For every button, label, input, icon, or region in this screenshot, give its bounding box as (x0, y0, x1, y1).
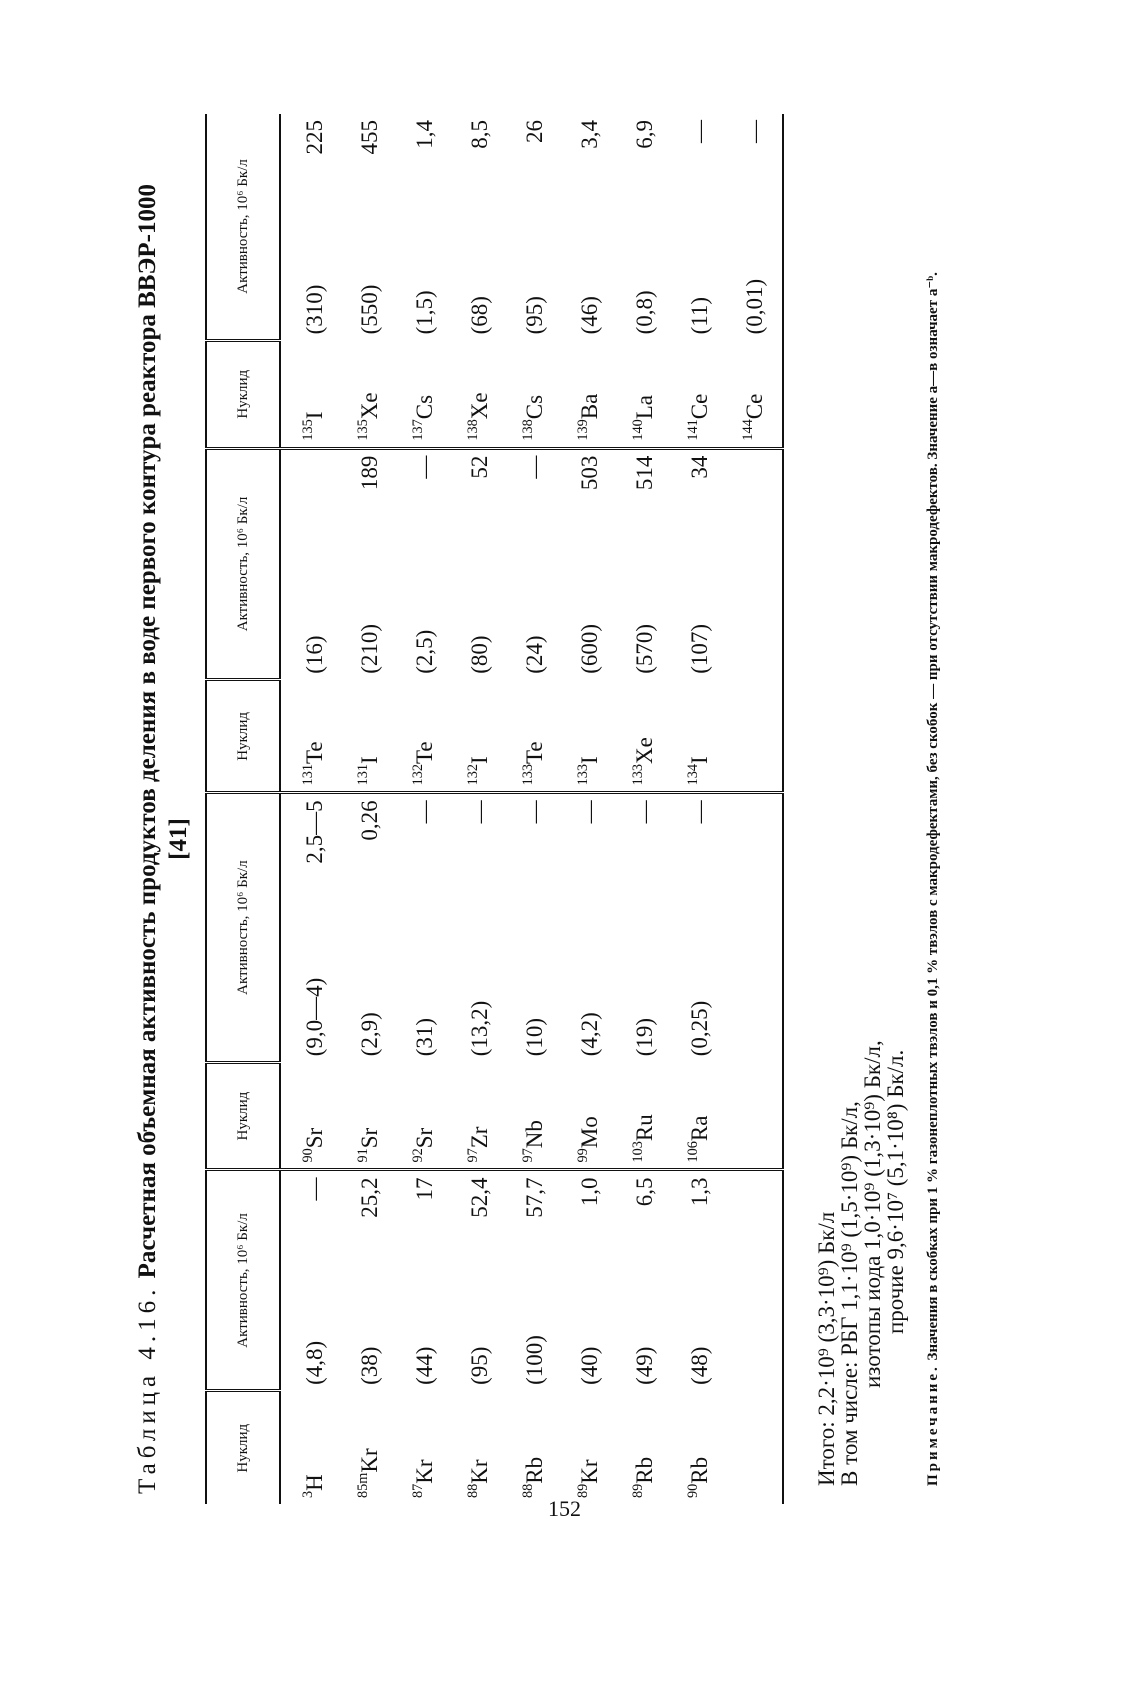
mass-number: 135 (299, 419, 316, 441)
element-symbol: Sr (411, 1127, 437, 1149)
element-symbol: La (631, 394, 657, 420)
element-symbol: I (301, 411, 327, 420)
nuclide-cell (507, 680, 562, 793)
nuclide-cell (672, 340, 727, 448)
mass-number: 141 (684, 419, 701, 441)
element-symbol: Ce (686, 393, 712, 420)
activity-bracketed: (2,9) (356, 1012, 382, 1057)
nuclide-cell (342, 340, 397, 448)
activity-bracketed: (210) (356, 623, 382, 674)
nuclide-cell (397, 1391, 452, 1504)
activity-bracketed: (11) (686, 296, 712, 335)
activity-bracketed: (95) (521, 296, 547, 335)
nuclide-cell (507, 1391, 562, 1504)
activity-value (727, 448, 783, 561)
activity-bracketed: (9,0—4) (301, 977, 327, 1057)
element-symbol: Rb (631, 1456, 657, 1484)
element-symbol: Ba (576, 393, 602, 420)
activity-bracketed: (570) (631, 623, 657, 674)
nuclide-table (205, 114, 784, 1504)
nuclide-cell (727, 340, 783, 448)
activity-value: 1,3 (672, 1170, 727, 1283)
activity-value: 1,0 (562, 1170, 617, 1283)
activity-bracketed: (16) (301, 635, 327, 674)
activity-value: 225 (301, 120, 327, 155)
activity-bracketed: (310) (301, 284, 327, 335)
nuclide-cell (452, 340, 507, 448)
table-row (562, 114, 617, 1504)
table-row (397, 114, 452, 1504)
mass-number: 138 (519, 419, 536, 441)
nuclide-cell (617, 1062, 672, 1170)
element-symbol: Ra (686, 1115, 712, 1142)
nuclide-cell (452, 1062, 507, 1170)
element-symbol: Kr (356, 1448, 382, 1473)
element-symbol: Zr (466, 1126, 492, 1149)
activity-bracketed: (107) (686, 623, 712, 674)
mass-number: 134 (684, 764, 701, 786)
activity-value: — (672, 793, 727, 933)
mass-number: 89 (574, 1483, 591, 1498)
table-row (617, 114, 672, 1504)
activity-value: 0,26 (342, 793, 397, 933)
activity-bracketed: (44) (411, 1346, 437, 1385)
activity-bracketed: (4,2) (576, 1012, 602, 1057)
mass-number: 140 (629, 419, 646, 441)
mass-number: 87 (409, 1483, 426, 1498)
element-symbol: I (466, 756, 492, 765)
mass-number: 131 (354, 764, 371, 786)
activity-bracketed: (19) (631, 1017, 657, 1057)
activity-value: 8,5 (466, 120, 492, 149)
element-symbol: I (356, 756, 382, 765)
nuclide-cell (562, 1062, 617, 1170)
mass-number: 139 (574, 419, 591, 441)
activity-value: — (397, 793, 452, 933)
nuclide-cell (397, 680, 452, 793)
caption-text: Расчетная объемная активность продуктов деления в воде первого контура реактора ВВЭР-1000 [41] (134, 183, 192, 1279)
mass-number: 131 (299, 764, 316, 786)
activity-value (280, 448, 342, 561)
activity-value: 57,7 (507, 1170, 562, 1283)
activity-value: — (280, 1170, 342, 1283)
nuclide-cell (397, 340, 452, 448)
nuclide-cell (562, 340, 617, 448)
totals-line: прочие 9,6·10⁷ (5,1·10⁸) Бк/л. (883, 1049, 908, 1334)
mass-number: 91 (354, 1148, 371, 1163)
mass-number: 133 (574, 764, 591, 786)
nuclide-cell (727, 680, 783, 793)
mass-number: 144 (739, 419, 756, 441)
mass-number: 88 (464, 1483, 481, 1498)
element-symbol: Sr (301, 1127, 327, 1149)
activity-bracketed: (600) (576, 623, 602, 674)
table-caption (132, 174, 194, 1504)
page-number: 152 (548, 1496, 581, 1521)
mass-number: 106 (684, 1141, 701, 1163)
activity-value (727, 793, 783, 933)
element-symbol: Sr (356, 1127, 382, 1149)
activity-bracketed: (100) (521, 1335, 547, 1385)
element-symbol: Xe (356, 392, 382, 420)
element-symbol: Xe (466, 392, 492, 420)
element-symbol: Cs (411, 394, 437, 420)
nuclide-cell (507, 1062, 562, 1170)
element-symbol: H (301, 1474, 327, 1491)
totals-line: Итого: 2,2·10⁹ (3,3·10⁹) Бк/л (814, 1211, 839, 1486)
header-activity: Активность, 10⁶ Бк/л (206, 793, 280, 1062)
element-symbol: Ru (631, 1114, 657, 1142)
mass-number: 137 (409, 419, 426, 441)
note-text: Значения в скобках при 1 % газонеплотных твэлов и 0,1 % твэлов с макродефектами, без скобок — при отсутствии макродефектов. Значение а—в означает а⁻ᵇ. (925, 272, 941, 1361)
element-symbol: Mo (576, 1116, 602, 1149)
nuclide-cell (342, 1062, 397, 1170)
activity-value: — (727, 114, 783, 222)
activity-value: 503 (562, 448, 617, 561)
totals-line: изотопы иода 1,0·10⁹ (1,3·10⁹) Бк/л, (860, 1040, 885, 1388)
nuclide-cell (507, 340, 562, 448)
activity-value: 34 (672, 448, 727, 561)
nuclide-cell (672, 680, 727, 793)
header-nuclide: Нуклид (206, 680, 280, 793)
table-row (342, 114, 397, 1504)
activity-bracketed: (40) (576, 1346, 602, 1385)
mass-number: 90 (299, 1148, 316, 1163)
table-header-row (206, 114, 280, 1504)
activity-value: 26 (521, 120, 547, 143)
mass-number: 92 (409, 1148, 426, 1163)
element-symbol: Kr (411, 1459, 437, 1484)
activity-value: 3,4 (576, 120, 602, 149)
nuclide-cell (672, 1391, 727, 1504)
header-activity: Активность, 10⁶ Бк/л (206, 1170, 280, 1391)
nuclide-cell (617, 680, 672, 793)
activity-bracketed: (38) (356, 1346, 382, 1385)
header-activity: Активность, 10⁶ Бк/л (206, 448, 280, 680)
nuclide-cell (562, 1391, 617, 1504)
header-nuclide: Нуклид (206, 340, 280, 448)
activity-bracketed (727, 561, 783, 680)
table-row (727, 114, 783, 1504)
element-symbol: Rb (521, 1456, 547, 1484)
table-row (507, 114, 562, 1504)
activity-value: — (507, 793, 562, 933)
table-row (672, 114, 727, 1504)
mass-number: 133 (629, 764, 646, 786)
activity-bracketed: (49) (631, 1346, 657, 1385)
nuclide-cell (617, 340, 672, 448)
activity-value: — (507, 448, 562, 561)
activity-bracketed: (2,5) (411, 629, 437, 674)
element-symbol: Kr (466, 1459, 492, 1484)
activity-bracketed: (80) (466, 635, 492, 674)
activity-bracketed: (68) (466, 296, 492, 335)
element-symbol: Te (411, 741, 437, 765)
nuclide-cell (452, 1391, 507, 1504)
activity-value: — (686, 120, 712, 143)
activity-bracketed: (48) (686, 1346, 712, 1385)
activity-bracketed: (46) (576, 296, 602, 335)
note-label: Примечание. (925, 1364, 941, 1486)
mass-number: 103 (629, 1141, 646, 1163)
nuclide-cell (397, 1062, 452, 1170)
activity-value: 6,9 (631, 120, 657, 149)
activity-value: 6,5 (617, 1170, 672, 1283)
activity-value: 52 (452, 448, 507, 561)
activity-bracketed: (95) (466, 1346, 492, 1385)
nuclide-cell (672, 1062, 727, 1170)
activity-value: 25,2 (342, 1170, 397, 1283)
table-row (280, 114, 342, 1504)
activity-bracketed (727, 933, 783, 1062)
nuclide-cell (280, 340, 342, 448)
mass-number: 89 (629, 1483, 646, 1498)
nuclide-cell (342, 680, 397, 793)
header-nuclide: Нуклид (206, 1062, 280, 1170)
mass-number: 85m (354, 1472, 371, 1498)
table-row (452, 114, 507, 1504)
nuclide-cell (617, 1391, 672, 1504)
activity-bracketed: (13,2) (466, 1000, 492, 1057)
nuclide-cell (342, 1391, 397, 1504)
element-symbol: Xe (631, 737, 657, 765)
activity-value: — (452, 793, 507, 933)
mass-number: 97 (519, 1148, 536, 1163)
activity-value: 189 (342, 448, 397, 561)
activity-value: 52,4 (452, 1170, 507, 1283)
activity-value: 1,4 (411, 120, 437, 149)
nuclide-cell (452, 680, 507, 793)
mass-number: 3 (299, 1490, 316, 1498)
activity-value: — (617, 793, 672, 933)
totals-block (815, 1040, 907, 1486)
activity-value: 17 (397, 1170, 452, 1283)
mass-number: 88 (519, 1483, 536, 1498)
header-activity: Активность, 10⁶ Бк/л (206, 114, 280, 340)
activity-bracketed: (1,5) (411, 290, 437, 335)
mass-number: 97 (464, 1148, 481, 1163)
nuclide-cell (727, 1391, 783, 1504)
activity-value (727, 1170, 783, 1283)
totals-line: В том числе: РБГ 1,1·10⁹ (1,5·10⁹) Бк/л, (837, 1101, 862, 1486)
nuclide-cell (562, 680, 617, 793)
caption-label: Таблица 4.16. (134, 1284, 161, 1495)
element-symbol: Kr (576, 1459, 602, 1484)
nuclide-cell (727, 1062, 783, 1170)
activity-value: 514 (617, 448, 672, 561)
activity-bracketed: (31) (411, 1017, 437, 1057)
activity-value: — (397, 448, 452, 561)
table-note (920, 196, 946, 1486)
activity-bracketed: (550) (356, 284, 382, 335)
element-symbol: Rb (686, 1456, 712, 1484)
mass-number: 135 (354, 419, 371, 441)
element-symbol: Te (301, 741, 327, 765)
mass-number: 90 (684, 1483, 701, 1498)
element-symbol: Ce (741, 393, 767, 420)
activity-value: 2,5—5 (280, 793, 342, 933)
mass-number: 138 (464, 419, 481, 441)
nuclide-cell (280, 680, 342, 793)
mass-number: 132 (464, 764, 481, 786)
mass-number: 133 (519, 764, 536, 786)
activity-bracketed: (0,25) (686, 1000, 712, 1057)
activity-value: 455 (356, 120, 382, 155)
activity-value: — (562, 793, 617, 933)
element-symbol: Nb (521, 1120, 547, 1149)
element-symbol: I (686, 756, 712, 765)
mass-number: 132 (409, 764, 426, 786)
activity-bracketed: (10) (521, 1017, 547, 1057)
activity-bracketed: (0,01) (727, 222, 783, 341)
mass-number: 99 (574, 1148, 591, 1163)
element-symbol: Te (521, 741, 547, 765)
nuclide-cell (280, 1391, 342, 1504)
activity-bracketed: (24) (521, 635, 547, 674)
header-nuclide: Нуклид (206, 1391, 280, 1504)
activity-bracketed (727, 1283, 783, 1391)
activity-bracketed: (0,8) (631, 290, 657, 335)
activity-bracketed: (4,8) (301, 1340, 327, 1385)
nuclide-cell (280, 1062, 342, 1170)
element-symbol: Cs (521, 394, 547, 420)
element-symbol: I (576, 756, 602, 765)
